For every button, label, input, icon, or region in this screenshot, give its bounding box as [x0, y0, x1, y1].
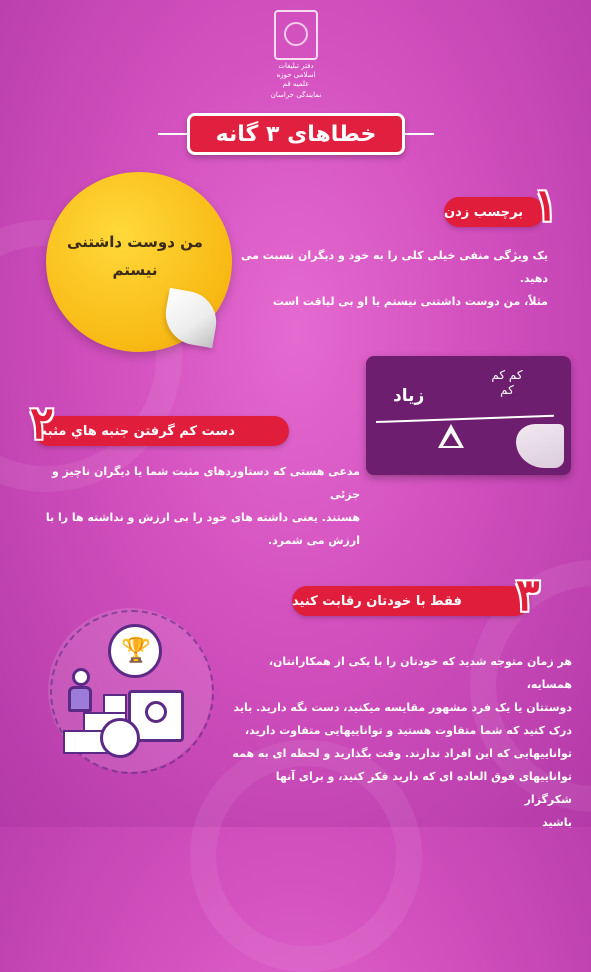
section-1-line: مثلاً، من دوست داشتنی نیستم یا او بی لیاقت است — [272, 295, 548, 308]
section-3-heading-text: فقط با خودتان رقابت کنید — [292, 593, 462, 609]
title-rule-left — [158, 133, 188, 135]
section-1-number: ۱ — [534, 180, 558, 231]
sticker-line-2: نیستم — [112, 261, 158, 279]
section-2-heading-text: دست کم گرفتن جنبه هاي مثبت — [34, 423, 235, 439]
section-3-text — [232, 650, 572, 834]
section-1-text — [230, 244, 548, 313]
section-3-line: هر زمان متوجه شدید که خودتان را با یکی از همکارانتان، همسایه، — [268, 655, 572, 691]
section-2-number: ۲ — [30, 398, 54, 449]
climbing-person-body — [68, 686, 92, 712]
organization-logo — [268, 10, 324, 99]
section-3-heading — [292, 586, 530, 616]
logo-seal-icon — [274, 10, 318, 60]
person-avatar-icon — [100, 718, 140, 758]
sticker-text — [60, 228, 210, 284]
section-1-heading-text: برچسب زدن — [444, 204, 524, 220]
trophy-icon: 🏆 — [121, 636, 151, 664]
section-3-line: باشید — [542, 816, 572, 829]
section-2-heading — [34, 416, 289, 446]
scale-fulcrum-inner — [443, 433, 459, 446]
title-rule-right — [404, 133, 434, 135]
page-title: خطاهای ۳ گانه — [215, 121, 377, 147]
section-1-heading — [444, 197, 544, 227]
section-1-line: یک ویژگی منفی خیلی کلی را به خود و دیگران نسبت می دهید. — [240, 249, 548, 285]
climbing-person-icon — [72, 668, 90, 686]
section-3-line: دوستتان یا یک فرد مشهور مقایسه میکنید، دست نگه دارید. باید — [233, 701, 572, 714]
sticker-line-1: من دوست داشتنی — [67, 233, 203, 251]
section-3-line: تواناییهایی که این افراد ندارند. وقت بگذارید و لحظه ای به همه — [232, 747, 572, 760]
logo-caption-1: دفتر تبلیغات اسلامی حوزه علمیه قم — [276, 62, 316, 88]
logo-caption-2: نمایندگی خراسان — [270, 91, 322, 99]
section-3-line: درک کنید که شما متفاوت هستید و تواناییهایی متفاوت دارید، — [244, 724, 572, 737]
section-2-text — [30, 460, 360, 552]
scale-label-less: کم کم کم — [491, 368, 523, 397]
page-title-banner — [187, 113, 405, 155]
section-3-line: تواناییهای فوق العاده ای که دارید فکر کنید، و برای آنها شکرگزار — [275, 770, 572, 806]
scale-label-more: زیاد — [393, 386, 425, 406]
section-2-line: ارزش می شمرد. — [267, 534, 360, 547]
section-3-number: ۳ — [516, 570, 540, 621]
section-2-line: مدعی هستی که دستاوردهای مثبت شما یا دیگران ناچیز و جزئی — [51, 465, 360, 501]
section-2-line: هستند. یعنی داشته های خود را بی ارزش و نداشته ها را با — [45, 511, 360, 524]
